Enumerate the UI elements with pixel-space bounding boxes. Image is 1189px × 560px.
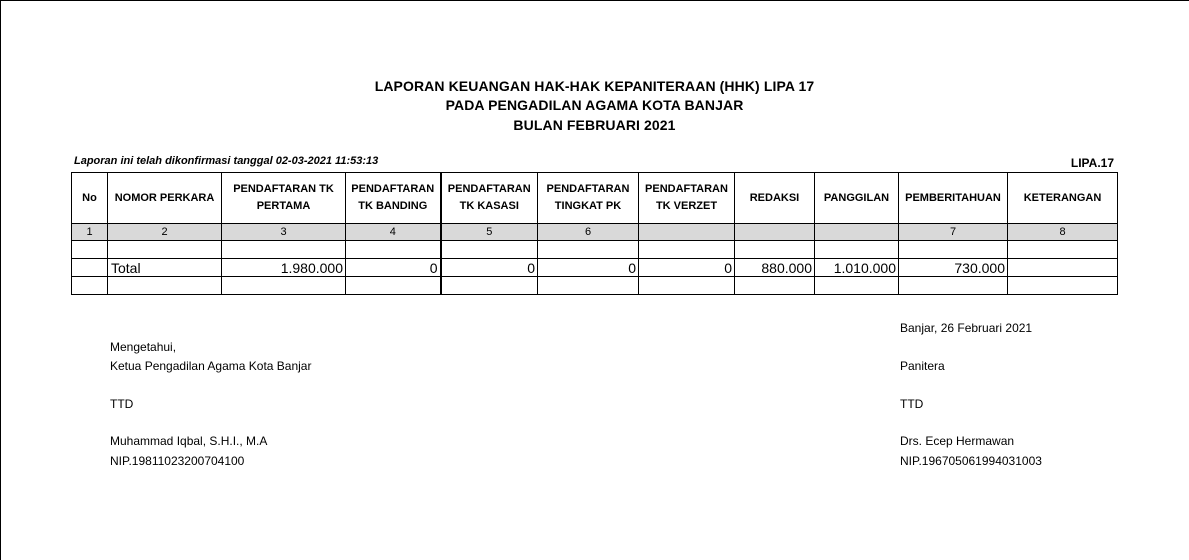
table-cell [639,241,735,259]
table-cell [899,241,1008,259]
signature-right-nip: NIP.196705061994031003 [900,454,1042,468]
header-label: PENDAFTARAN [351,183,435,195]
header-label: PEMBERITAHUAN [905,191,1001,204]
table-cell [1008,241,1118,259]
table-cell [639,277,735,295]
table-cell [346,277,441,295]
header-label: No [82,191,97,204]
finance-table [71,172,1118,295]
header-label: TK KASASI [459,200,519,212]
header-cell [108,173,222,224]
signature-right-name: Drs. Ecep Hermawan [900,434,1015,448]
empty-row [72,277,1118,295]
total-pendaftaran-pk: 0 [538,259,639,277]
header-cell [222,173,346,224]
table-cell [346,241,441,259]
report-subtitle-court: PADA PENGADILAN AGAMA KOTA BANJAR [445,97,744,113]
header-label: PENDAFTARAN [546,183,630,195]
column-number [639,224,735,241]
header-label: PERTAMA [256,200,311,212]
header-label: TK VERZET [655,200,718,212]
header-cell [72,173,108,224]
signature-left-name: Muhammad Iqbal, S.H.I., M.A [110,434,268,448]
header-cell [899,173,1008,224]
signature-right-role: Panitera [900,359,945,373]
signature-left-ttd: TTD [110,397,134,411]
header-cell [639,173,735,224]
table-cell [538,277,639,295]
frame-top-border [0,0,1189,1]
table-cell [222,241,346,259]
total-pendaftaran-banding: 0 [346,259,441,277]
column-number: 2 [108,224,222,241]
header-label: PANGGILAN [823,191,890,204]
total-row [72,259,1118,277]
header-cell [815,173,899,224]
header-cell [538,173,639,224]
table-cell [72,241,108,259]
table-cell [815,277,899,295]
total-pendaftaran-kasasi: 0 [441,259,538,277]
header-cell [1008,173,1118,224]
column-number: 7 [899,224,1008,241]
table-cell [1008,277,1118,295]
table-cell [72,259,108,277]
header-row [72,173,1118,224]
table-cell [222,277,346,295]
total-pendaftaran-pertama: 1.980.000 [222,259,346,277]
table-cell [108,277,222,295]
total-pendaftaran-verzet: 0 [639,259,735,277]
header-cell [346,173,441,224]
report-subtitle-month: BULAN FEBRUARI 2021 [513,117,676,133]
column-number: 6 [538,224,639,241]
report-title: LAPORAN KEUANGAN HAK-HAK KEPANITERAAN (HHK) LIPA 17 [374,78,815,94]
column-number: 5 [441,224,538,241]
header-label: PENDAFTARAN [645,183,728,195]
signature-right-ttd: TTD [900,397,924,411]
total-panggilan: 1.010.000 [815,259,899,277]
header-label: PENDAFTARAN TK [233,183,334,195]
column-number: 3 [222,224,346,241]
confirmation-note: Laporan ini telah dikonfirmasi tanggal 02-03-2021 11:53:13 [74,155,379,167]
header-cell [441,173,538,224]
form-code: LIPA.17 [1070,156,1114,170]
column-number-row [72,224,1118,241]
column-number: 8 [1008,224,1118,241]
header-label: REDAKSI [749,191,800,204]
total-keterangan [1008,259,1118,277]
total-redaksi: 880.000 [735,259,815,277]
table-cell [815,241,899,259]
column-number [735,224,815,241]
header-cell [735,173,815,224]
signature-place-date: Banjar, 26 Februari 2021 [900,321,1033,335]
signature-left-nip: NIP.19811023200704100 [110,454,245,468]
table-cell [735,277,815,295]
header-label: TK BANDING [358,200,428,212]
header-label: NOMOR PERKARA [114,191,215,204]
table-cell [899,277,1008,295]
table-cell [72,277,108,295]
empty-row [72,241,1118,259]
table-cell [441,277,538,295]
table-cell [108,241,222,259]
total-label: Total [108,259,222,277]
signature-left-role: Ketua Pengadilan Agama Kota Banjar [110,359,312,373]
column-number [815,224,899,241]
table-cell [735,241,815,259]
column-number: 1 [72,224,108,241]
table-cell [441,241,538,259]
header-label: TINGKAT PK [554,200,622,212]
header-label: KETERANGAN [1023,191,1102,204]
table-cell [538,241,639,259]
signature-acknowledged: Mengetahui, [110,340,177,354]
column-number: 4 [346,224,441,241]
header-label: PENDAFTARAN [447,183,531,195]
total-pemberitahuan: 730.000 [899,259,1008,277]
